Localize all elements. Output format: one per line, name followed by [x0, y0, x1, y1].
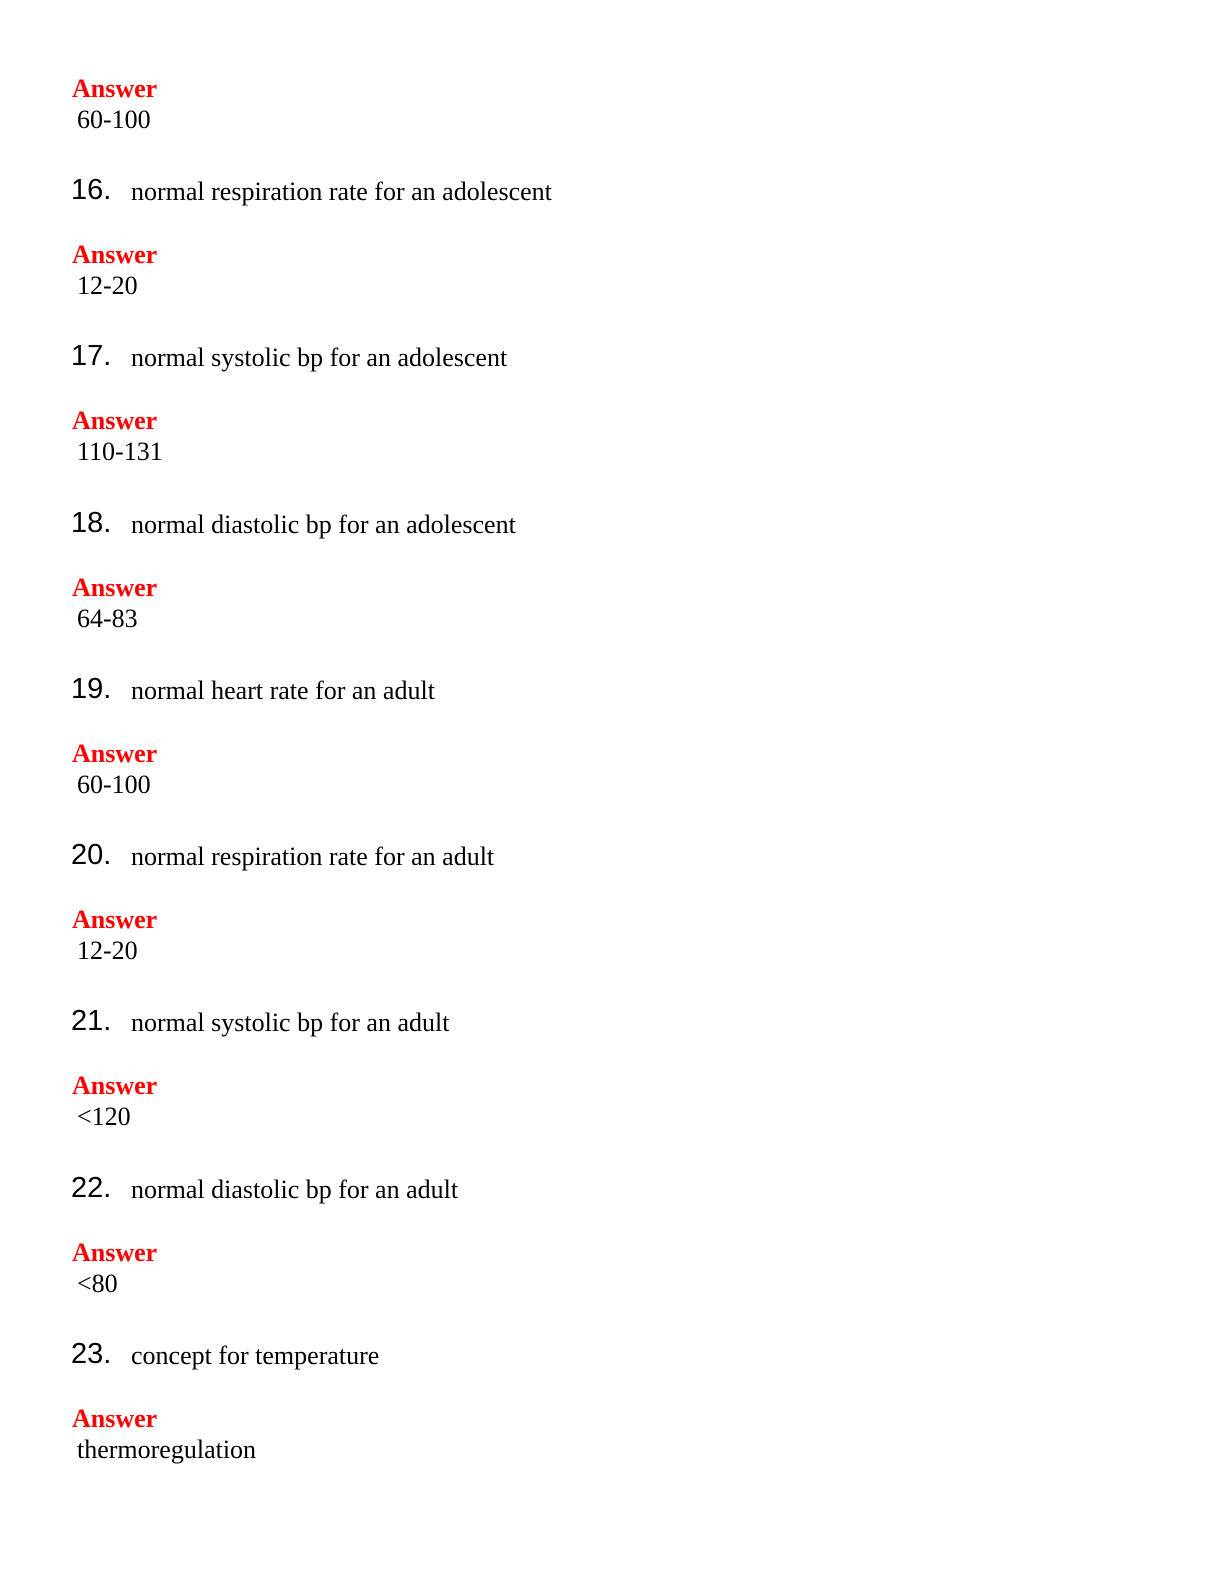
answer-value: 12-20	[77, 936, 138, 965]
answer-value: 110-131	[77, 437, 163, 466]
question-text: normal heart rate for an adult	[131, 676, 435, 705]
answer-label: Answer	[72, 406, 158, 435]
question-text: normal respiration rate for an adult	[131, 842, 495, 871]
question-number: 18.	[71, 507, 112, 539]
question-number: 22.	[71, 1172, 112, 1204]
answer-value: <120	[77, 1102, 131, 1131]
answer-label: Answer	[72, 573, 158, 602]
question-number: 19.	[71, 673, 112, 705]
answer-value: 12-20	[77, 271, 138, 300]
answer-label: Answer	[72, 1238, 158, 1267]
answer-value: 64-83	[77, 604, 138, 633]
question-number: 20.	[71, 839, 112, 871]
question-text: normal respiration rate for an adolescent	[131, 177, 552, 206]
question-text: normal systolic bp for an adult	[131, 1008, 450, 1037]
answer-label: Answer	[72, 1404, 158, 1433]
question-number: 16.	[71, 174, 112, 206]
answer-value: 60-100	[77, 105, 151, 134]
answer-label: Answer	[72, 739, 158, 768]
question-text: normal diastolic bp for an adult	[131, 1175, 459, 1204]
question-number: 17.	[71, 340, 112, 372]
answer-label: Answer	[72, 74, 158, 103]
question-text: normal systolic bp for an adolescent	[131, 343, 508, 372]
answer-label: Answer	[72, 905, 158, 934]
question-number: 21.	[71, 1005, 112, 1037]
answer-value: <80	[77, 1269, 118, 1298]
answer-value: thermoregulation	[77, 1435, 257, 1464]
question-text: concept for temperature	[131, 1341, 380, 1370]
answer-label: Answer	[72, 1071, 158, 1100]
question-number: 23.	[71, 1338, 112, 1370]
question-text: normal diastolic bp for an adolescent	[131, 510, 516, 539]
answer-label: Answer	[72, 240, 158, 269]
answer-value: 60-100	[77, 770, 151, 799]
